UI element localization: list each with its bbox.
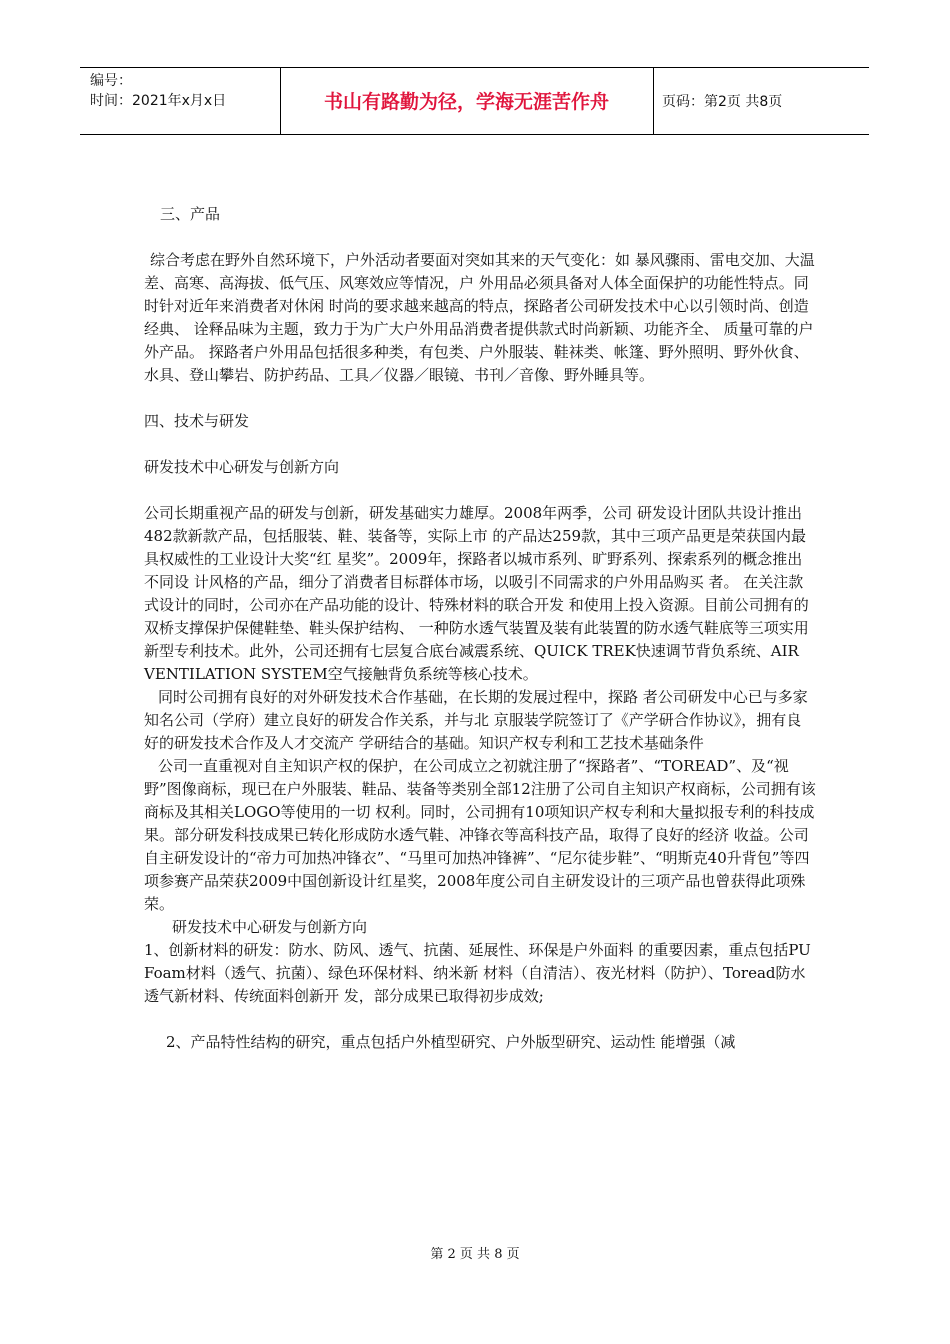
header-page-number: 页码：第2页 共8页 bbox=[662, 94, 783, 110]
list-item-structure: 2、产品特性结构的研究，重点包括户外植型研究、户外版型研究、运动性 能增强（减 bbox=[166, 1033, 736, 1051]
section-title-tech-rd: 四、技术与研发 bbox=[144, 412, 250, 430]
header-motto: 书山有路勤为径，学海无涯苦作舟 bbox=[323, 91, 609, 113]
page-header bbox=[80, 67, 869, 135]
document-body bbox=[144, 203, 816, 1054]
paragraph-rd-cooperation: 同时公司拥有良好的对外研发技术合作基础，在长期的发展过程中，探路 者公司研发中心已与多家知名公司（学府）建立良好的研发合作关系，并与北 京服装学院签订了《产学研合作协议》，拥有良好的研发技术合作及人才交流产 学研结合的基础。知识产权专利和工艺技术基础条件 bbox=[144, 688, 808, 752]
serial-label: 编号： bbox=[90, 73, 132, 89]
date-label: 时间：2021年x月x日 bbox=[90, 93, 227, 109]
paragraph-intellectual-property: 公司一直重视对自主知识产权的保护，在公司成立之初就注册了“探路者”、“TOREAD”、及“视野”图像商标，现已在户外服装、鞋品、装备等类别全部12注册了公司自主知识产权商标，公司拥有该商标及其相关LOGO等使用的一切 权利。同时，公司拥有10项知识产权专利和大量拟报专利的科技成果。部分研发科技成果已转化形成防水透气鞋、冲锋衣等高科技产品，取得了良好的经济 收益。公司自主研发设计的“帝力可加热冲锋衣”、“马里可加热冲锋裤”、“尼尔徒步鞋”、“明斯克40升背包”等四项参赛产品荣获2009中国创新设计红星奖，2008年度公司自主研发设计的三项产品也曾获得此项殊荣。 bbox=[144, 757, 816, 913]
header-divider bbox=[653, 68, 654, 134]
list-item-materials: 1、创新材料的研发：防水、防风、透气、抗菌、延展性、环保是户外面料 的重要因素，重点包括PU Foam材料（透气、抗菌）、绿色环保材料、纳米新 材料（自清洁）、夜光材料（防护）、Toread防水透气新材料、传统面料创新开 发，部分成果已取得初步成效; bbox=[144, 941, 811, 1005]
paragraph-rd-overview: 公司长期重视产品的研发与创新，研发基础实力雄厚。2008年两季，公司 研发设计团队共设计推出482款新款产品，包括服装、鞋、装备等，实际上市 的产品达259款，其中三项产品更是荣获国内最具权威性的工业设计大奖“红 星奖”。2009年，探路者以城市系列、旷野系列、探索系列的概念推出不同设 计风格的产品，细分了消费者目标群体市场，以吸引不同需求的户外用品购买 者。 在关注款式设计的同时，公司亦在产品功能的设计、特殊材料的联合开发 和使用上投入资源。目前公司拥有的双桥支撑保护保健鞋垫、鞋头保护结构、 一种防水透气装置及装有此装置的防水透气鞋底等三项实用新型专利技术。此外，公司还拥有七层复合底台减震系统、QUICK TREK快速调节背负系统、AIR VENTILATION SYSTEM空气接触背负系统等核心技术。 bbox=[144, 504, 809, 683]
section-title-products: 三、产品 bbox=[160, 205, 221, 223]
rd-subtitle: 研发技术中心研发与创新方向 bbox=[144, 458, 340, 476]
page-footer: 第 2 页 共 8 页 bbox=[430, 1247, 520, 1262]
paragraph-products: 综合考虑在野外自然环境下，户外活动者要面对突如其来的天气变化：如 暴风骤雨、雷电交加、大温差、高寒、高海拔、低气压、风寒效应等情况，户 外用品必须具备对人体全面保护的功能性特点。同时针对近年来消费者对休闲 时尚的要求越来越高的特点，探路者公司研发技术中心以引领时尚、创造经典、 诠释品味为主题，致力于为广大户外用品消费者提供款式时尚新颖、功能齐全、 质量可靠的户外产品。 探路者户外用品包括很多种类，有包类、户外服装、鞋袜类、帐篷、野外照明、野外伙食、水具、登山攀岩、防护药品、工具／仪器／眼镜、书刊／音像、野外睡具等。 bbox=[144, 251, 815, 384]
header-meta bbox=[90, 71, 226, 111]
rd-subtitle-2: 研发技术中心研发与创新方向 bbox=[172, 918, 368, 936]
